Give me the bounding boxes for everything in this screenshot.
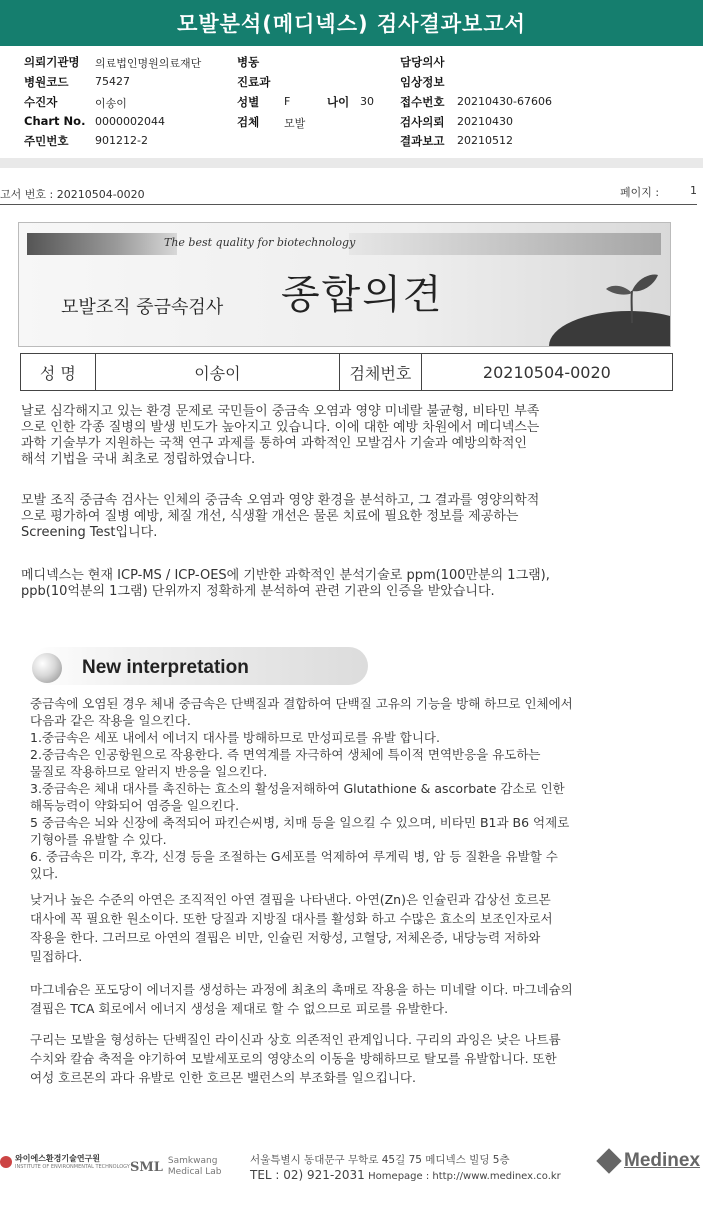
interpretation-block: 마그네슘은 포도당이 에너지를 생성하는 과정에 최초의 촉매로 작용을 하는 미네랄 이다. 마그네슘의 결핍은 TCA 회로에서 에너지 생성을 제대로 할 수 없으므로 피로를 유발한다. <box>30 982 573 1016</box>
info-label: 병원코드 <box>24 75 69 89</box>
info-value: 이송이 <box>95 97 127 110</box>
page-number: 1 <box>690 184 697 197</box>
institute-mark-icon <box>0 1156 12 1168</box>
name-value: 이송이 <box>96 354 340 390</box>
banner-strip <box>349 233 661 255</box>
info-label: 의뢰기관명 <box>24 55 80 69</box>
patient-info <box>0 50 703 150</box>
sml-mark: SML <box>130 1159 163 1175</box>
intro-paragraph: 메디넥스는 현재 ICP-MS / ICP-OES에 기반한 과학적인 분석기술로 ppm(100만분의 1그램), ppb(10억분의 1그램) 단위까지 정확하게 분석하여 관련 기관의 인증을 받았습니다. <box>21 568 550 599</box>
info-label: 임상정보 <box>400 75 445 89</box>
banner-tagline: The best quality for biotechnology <box>164 236 356 249</box>
banner-strip <box>27 233 177 255</box>
interpretation-block: 낮거나 높은 수준의 아연은 조직적인 아연 결핍을 나타낸다. 아연(Zn)은 인슐린과 갑상선 호르몬 대사에 꼭 필요한 원소이다. 또한 당질과 지방질 대사를 활성화 하고 수많은 효소의 보조인자로서 작용을 한다. 그러므로 아연의 결핍은 비만, 인슐린 저항성, 고혈당, 저체온증, 내당능력 저하와 밀접하다. <box>30 892 553 964</box>
interpretation-block: 중금속에 오염된 경우 체내 중금속은 단백질과 결합하여 단백질 고유의 기능을 방해 하므로 인체에서 다음과 같은 작용을 일으킨다. 1.중금속은 세포 내에서 에너지 대사를 방해하므로 만성피로를 유발 합니다. 2.중금속은 인공항원으로 작용한다. 즉 면역계를 자극하여 생체에 특이적 면역반응을 유도하는 물질로 작용하므로 알러지 반응을 일으킨다. 3.중금속은 체내 대사를 촉진하는 효소의 활성을저해하여 Glutathione & ascorbate 감소로 인한 해독능력이 약화되어 염증을 일으킨다. 5 중금속은 뇌와 신장에 축적되어 파킨슨씨병, 치매 등을 일으킬 수 있으며, 비타민 B1과 B6 억제로 기형아를 유발할 수 있다. 6. 중금속은 미각, 후각, 신경 등을 조절하는 G세포를 억제하여 루게릭 병, 암 등 질환을 유발할 수 있다. <box>30 696 573 881</box>
info-value: 0000002044 <box>95 115 165 128</box>
info-value: 30 <box>360 95 374 108</box>
banner-title: 종합의견 <box>281 272 444 318</box>
footer-address-block <box>250 1153 561 1184</box>
info-label: 성별 <box>237 95 260 109</box>
section-divider <box>0 158 703 168</box>
info-label: 진료과 <box>237 75 271 89</box>
institute-subname: INSTITUTE OF ENVIRONMENTAL TECHNOLOGY <box>15 1164 130 1170</box>
footer-tel: TEL : 02) 921-2031 <box>250 1168 365 1182</box>
banner-subtitle: 모발조직 중금속검사 <box>61 297 224 318</box>
name-table <box>20 353 673 391</box>
interpretation-title: New interpretation <box>82 657 249 678</box>
info-label: 수진자 <box>24 95 58 109</box>
info-label: 검사의뢰 <box>400 115 445 129</box>
sample-label: 검체번호 <box>340 354 422 390</box>
footer-homepage[interactable]: Homepage : http://www.medinex.co.kr <box>368 1171 561 1182</box>
lab-name-line2: Medical Lab <box>167 1167 222 1177</box>
bullet-sphere-icon <box>32 653 62 683</box>
interpretation-block: 구리는 모발을 형성하는 단백질인 라이신과 상호 의존적인 관계입니다. 구리의 과잉은 낮은 나트륨 수치와 칼슘 축적을 야기하여 모발세포로의 영양소의 이동을 방해하므로 탈모를 유발합니다. 또한 여성 호르몬의 과다 유발로 인한 호르몬 밸런스의 부조화를 일으킵니다. <box>30 1032 561 1085</box>
info-label: 결과보고 <box>400 134 445 148</box>
report-title: 모발분석(메디넥스) 검사결과보고서 <box>0 0 703 46</box>
intro-paragraph: 모발 조직 중금속 검사는 인체의 중금속 오염과 영양 환경을 분석하고, 그 결과를 영양의학적 으로 평가하여 질병 예방, 체질 개선, 식생활 개선은 물론 치료에 필요한 정보를 제공하는 Screening Test입니다. <box>21 493 540 540</box>
institute-name: 와이에스환경기술연구원 <box>15 1154 101 1163</box>
info-value: 20210430-67606 <box>457 95 552 108</box>
info-label: Chart No. <box>24 114 86 128</box>
info-label: 접수번호 <box>400 95 445 109</box>
info-label: 검체 <box>237 115 260 129</box>
info-value: 75427 <box>95 75 130 88</box>
sprout-icon <box>602 263 662 323</box>
lab-name-line1: Samkwang <box>167 1156 218 1166</box>
report-number: 고서 번호 : 20210504-0020 <box>0 188 145 201</box>
medinex-diamond-icon <box>596 1148 621 1173</box>
header-rule <box>0 204 697 205</box>
info-label: 주민번호 <box>24 134 69 148</box>
info-label: 나이 <box>327 95 350 109</box>
report-banner <box>18 222 671 347</box>
info-value: 모발 <box>284 117 306 130</box>
info-label: 담당의사 <box>400 55 445 69</box>
name-label: 성 명 <box>21 354 96 390</box>
samkwang-logo <box>130 1156 222 1178</box>
page-label: 페이지 : <box>620 186 660 199</box>
info-value: 20210512 <box>457 134 513 147</box>
intro-paragraph: 날로 심각해지고 있는 환경 문제로 국민들이 중금속 오염과 영양 미네랄 불균형, 비타민 부족 으로 인한 각종 질병의 발생 빈도가 높아지고 있습니다. 이에 대한 예방 차원에서 메디넥스는 과학 기술부가 지원하는 국책 연구 과제를 통하여 과학적인 모발검사 기술과 예방의학적인 해석 기법을 국내 최초로 정립하였습니다. <box>21 404 540 467</box>
sample-value: 20210504-0020 <box>482 362 611 382</box>
info-label: 병동 <box>237 55 260 69</box>
medinex-wordmark: Medinex <box>624 1150 701 1171</box>
info-value: F <box>284 95 291 108</box>
institute-logo <box>0 1153 130 1170</box>
footer <box>0 1140 703 1200</box>
medinex-logo <box>600 1150 700 1172</box>
info-value: 901212-2 <box>95 134 148 147</box>
info-value: 20210430 <box>457 115 513 128</box>
info-value: 의료법인명원의료재단 <box>95 57 202 70</box>
footer-address: 서울특별시 동대문구 무학로 45길 75 메디넥스 빌딩 5층 <box>250 1154 510 1166</box>
